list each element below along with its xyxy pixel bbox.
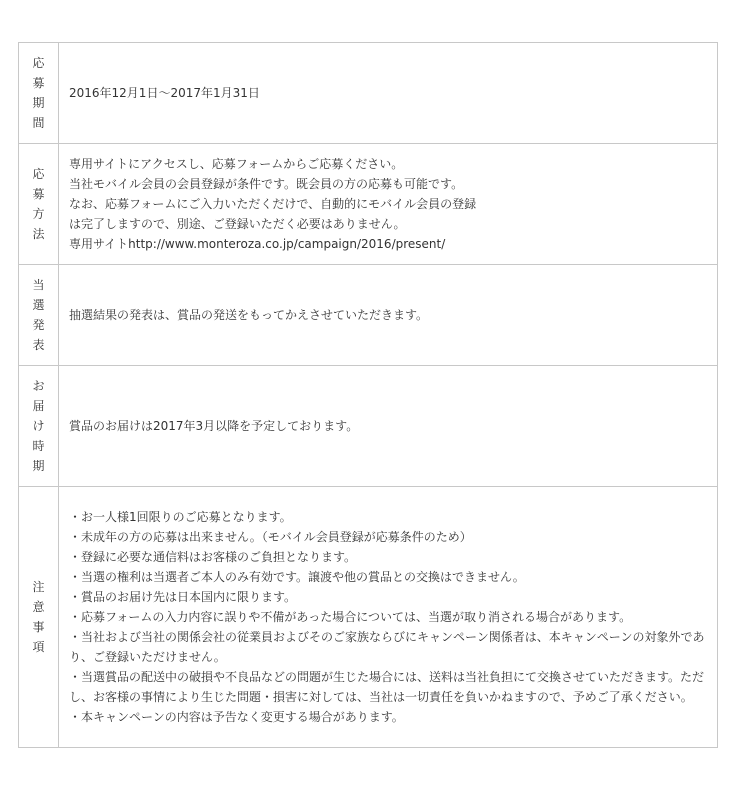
row-application-method bbox=[19, 144, 718, 265]
row-content-cell bbox=[59, 265, 718, 366]
notes-item: ・未成年の方の応募は出来ません。（モバイル会員登録が応募条件のため） bbox=[69, 530, 472, 544]
content-line: 当社モバイル会員の会員登録が条件です。既会員の方の応募も可能です。 bbox=[69, 177, 464, 191]
content-line: 抽選結果の発表は、賞品の発送をもってかえさせていただきます。 bbox=[69, 308, 429, 322]
row-delivery-period bbox=[19, 366, 718, 487]
row-winner-announcement bbox=[19, 265, 718, 366]
notes-item: ・お一人様1回限りのご応募となります。 bbox=[69, 510, 292, 524]
row-label: 応募方法 bbox=[32, 167, 45, 241]
row-label-cell bbox=[19, 144, 59, 265]
row-content-cell bbox=[59, 487, 718, 748]
row-label-cell bbox=[19, 43, 59, 144]
content-line: 賞品のお届けは2017年3月以降を予定しております。 bbox=[69, 419, 359, 433]
notes-item: ・応募フォームの入力内容に誤りや不備があった場合については、当選が取り消される場合があります。 bbox=[69, 610, 632, 624]
notes-item: ・当選の権利は当選者ご本人のみ有効です。譲渡や他の賞品との交換はできません。 bbox=[69, 570, 525, 584]
notes-item: ・当選賞品の配送中の破損や不良品などの問題が生じた場合には、送料は当社負担にて交換させていただきます。ただし、お客様の事情により生じた問題・損害に対しては、当社は一切責任を負いかねますので、予めご了承ください。 bbox=[69, 670, 705, 704]
notes-item: ・賞品のお届け先は日本国内に限ります。 bbox=[69, 590, 297, 604]
campaign-info-table bbox=[18, 42, 718, 748]
content-line: 2016年12月1日〜2017年1月31日 bbox=[69, 86, 260, 100]
notes-item: ・本キャンペーンの内容は予告なく変更する場合があります。 bbox=[69, 710, 404, 724]
content-line: は完了しますので、別途、ご登録いただく必要はありません。 bbox=[69, 217, 406, 231]
row-content-cell bbox=[59, 144, 718, 265]
row-label-cell bbox=[19, 487, 59, 748]
row-application-period bbox=[19, 43, 718, 144]
row-label-cell bbox=[19, 366, 59, 487]
row-label-cell bbox=[19, 265, 59, 366]
campaign-url-text: 専用サイトhttp://www.monteroza.co.jp/campaign/2016/present/ bbox=[69, 237, 446, 251]
row-label: お届け時期 bbox=[32, 379, 45, 473]
row-notes bbox=[19, 487, 718, 748]
row-label: 注意事項 bbox=[32, 580, 45, 654]
content-line: 専用サイトにアクセスし、応募フォームからご応募ください。 bbox=[69, 157, 404, 171]
content-line: なお、応募フォームにご入力いただくだけで、自動的にモバイル会員の登録 bbox=[69, 197, 477, 211]
row-label: 当選発表 bbox=[32, 278, 45, 352]
notes-item: ・当社および当社の関係会社の従業員およびそのご家族ならびにキャンペーン関係者は、本キャンペーンの対象外であり、ご登録いただけません。 bbox=[69, 630, 705, 664]
notes-item: ・登録に必要な通信料はお客様のご負担となります。 bbox=[69, 550, 357, 564]
row-label: 応募期間 bbox=[32, 56, 45, 130]
row-content-cell bbox=[59, 43, 718, 144]
row-content-cell bbox=[59, 366, 718, 487]
